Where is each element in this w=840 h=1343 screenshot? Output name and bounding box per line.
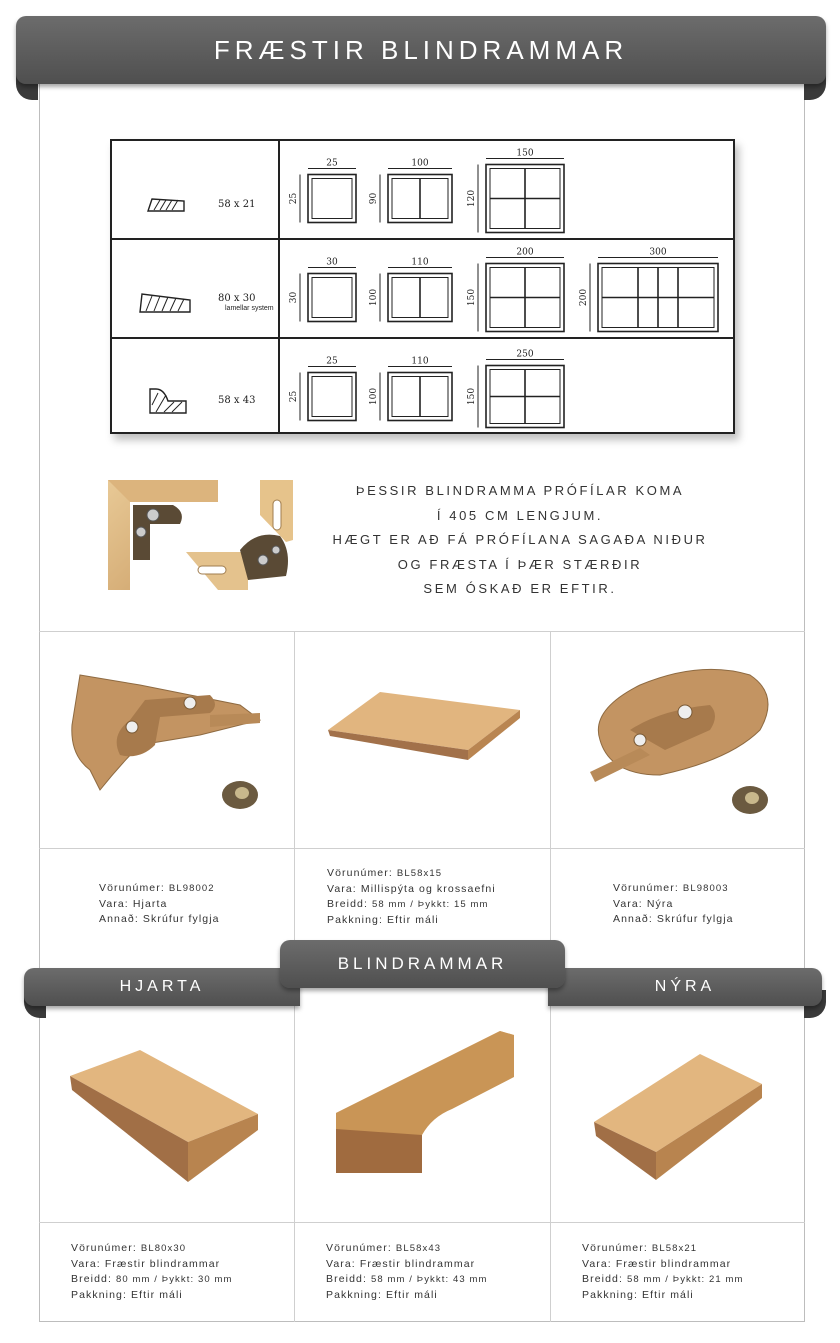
profile-58x21-icon (146, 195, 206, 215)
width-label: 110 (411, 257, 429, 268)
width-label: 150 (516, 148, 534, 159)
corner-bracket-image (108, 480, 308, 595)
width-label: 110 (411, 356, 429, 367)
ribbon-blindrammar (280, 940, 565, 988)
divider (39, 1222, 805, 1223)
title-ribbon (16, 16, 826, 84)
profile-80x30-image (66, 1040, 276, 1190)
width-label: 25 (326, 158, 338, 169)
profile-58x21-image (590, 1050, 770, 1190)
ribbon-hjarta (24, 968, 300, 1006)
divider (39, 848, 805, 849)
product-info-hjarta: Vörunúmer: BL98002 Vara: Hjarta Annað: Skrúfur fylgja (99, 882, 220, 925)
product-info-nyra: Vörunúmer: BL98003 Vara: Nýra Annað: Skrúfur fylgja (613, 882, 734, 925)
heart-bracket-image (60, 665, 290, 815)
intro-line: SEM ÓSKAÐ ER EFTIR. (423, 581, 617, 596)
height-label: 25 (289, 192, 299, 205)
section-label-blindrammar: BLINDRAMMAR (337, 954, 508, 973)
profile-label: 80 x 30 (218, 293, 256, 304)
height-label: 150 (467, 387, 477, 406)
width-label: 30 (326, 257, 338, 268)
intro-line: HÆGT ER AÐ FÁ PRÓFÍLANA SAGAÐA NIÐUR (332, 532, 708, 547)
width-label: 25 (326, 356, 338, 367)
intro-line: Í 405 CM LENGJUM. (436, 507, 604, 523)
height-label: 150 (467, 288, 477, 307)
frame-outline (308, 274, 356, 322)
frame-outline (308, 373, 356, 421)
profile-58x43-image (332, 1025, 532, 1185)
width-label: 250 (516, 349, 534, 360)
profile-sublabel: lamellar system (225, 305, 274, 312)
frame-inner (312, 278, 352, 318)
profile-58x43-icon (148, 383, 208, 417)
height-label: 25 (289, 390, 299, 403)
frame-dimension-drawings (280, 141, 735, 434)
height-label: 100 (369, 387, 379, 406)
height-label: 100 (369, 288, 379, 307)
frame-outline (308, 175, 356, 223)
divider (294, 1000, 295, 1322)
intro-line: ÞESSIR BLINDRAMMA PRÓFÍLAR KOMA (355, 483, 685, 498)
frame-inner (312, 377, 352, 417)
profile-label: 58 x 21 (218, 199, 256, 210)
profile-label: 58 x 43 (218, 395, 256, 406)
dimension-table (110, 139, 735, 434)
height-label: 30 (289, 291, 299, 304)
intro-line: OG FRÆSTA Í ÞÆR STÆRÐIR (397, 556, 643, 572)
profile-80x30-icon (138, 292, 198, 316)
product-info-bl58x21: Vörunúmer: BL58x21 Vara: Fræstir blindrammar Breidd: 58 mm / Þykkt: 21 mm Pakkning: Eftir máli (582, 1242, 744, 1301)
section-label-nyra: NÝRA (654, 978, 716, 995)
product-info-bl80x30: Vörunúmer: BL80x30 Vara: Fræstir blindrammar Breidd: 80 mm / Þykkt: 30 mm Pakkning: Eftir máli (71, 1242, 233, 1301)
intro-text (330, 479, 710, 602)
width-label: 200 (516, 247, 534, 258)
frame-inner (312, 179, 352, 219)
section-label-hjarta: HJARTA (119, 978, 205, 995)
height-label: 90 (369, 192, 379, 205)
height-label: 200 (579, 288, 589, 307)
divider (39, 631, 805, 632)
flat-strip-image (320, 680, 540, 800)
page-title: FRÆSTIR BLINDRAMMAR (213, 35, 629, 65)
height-label: 120 (467, 189, 477, 208)
width-label: 300 (649, 247, 667, 258)
divider (550, 631, 551, 966)
product-info-bl58x43: Vörunúmer: BL58x43 Vara: Fræstir blindrammar Breidd: 58 mm / Þykkt: 43 mm Pakkning: Eftir máli (326, 1242, 488, 1301)
divider (294, 631, 295, 966)
divider (550, 1000, 551, 1322)
ribbon-nyra (548, 968, 822, 1006)
kidney-bracket-image (570, 660, 800, 820)
width-label: 100 (411, 158, 429, 169)
product-info-millispyta: Vörunúmer: BL58x15 Vara: Millispýta og krossaefni Breidd: 58 mm / Þykkt: 15 mm Pakkning: Eftir máli (327, 867, 496, 926)
